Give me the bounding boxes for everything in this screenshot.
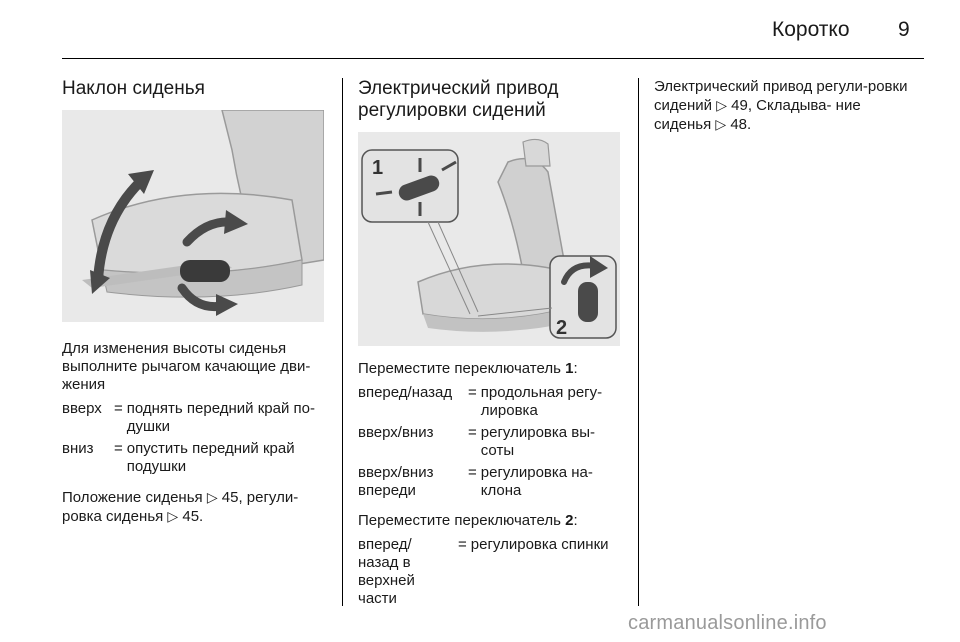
definition-term: вверх [62,400,102,417]
ref-text: 49, Складыва- [726,97,832,114]
column-divider-2 [638,78,639,606]
page-ref-icon[interactable]: ▷ [167,508,179,524]
heading-line: регулировки сидений [358,100,546,121]
definition-row [358,384,624,420]
callout-number-1: 1 [372,157,384,179]
definition-description: продольная регу-лировка [480,384,603,419]
ref-text: 48. [726,116,752,133]
ref-text: 45, регули- [217,489,299,506]
switch-number: 2 [565,512,574,529]
page-ref-icon[interactable]: ▷ [715,116,727,132]
definition-row [62,440,328,476]
definition-row [358,464,624,500]
ref-text: ровка сиденья [62,508,168,525]
definition-description: регулировка вы-соты [480,424,596,459]
switch2-instruction [358,512,624,530]
power-seat-drawing [358,132,620,346]
definition-description: регулировка на-клона [480,464,593,499]
definition-row [62,400,328,436]
watermark: carmanualsonline.info [628,612,827,634]
column-power-seat [358,78,624,612]
callout-number-2: 2 [556,317,568,339]
seat-tilt-definitions [62,400,328,476]
page-ref-icon[interactable]: ▷ [716,97,727,113]
cross-reference-text [654,78,920,134]
switch1-definitions [358,384,624,500]
ref-text: 45. [178,508,204,525]
seat-tilt-drawing [62,110,324,322]
definition-equals: = [468,384,477,401]
ref-text: Электрический привод регули-ровки сидений [654,78,908,114]
definition-term: вниз [62,440,94,457]
definition-term: вперед/назад [358,384,453,401]
instruction-text: Переместите переключатель [358,512,566,529]
definition-row [358,424,624,460]
definition-description: поднять передний край по-душки [126,400,315,435]
definition-row [358,536,624,608]
definition-equals: = [114,400,123,417]
definition-term: вверх/вниз впереди [358,464,434,499]
definition-term: вверх/вниз [358,424,434,441]
page-ref-icon[interactable]: ▷ [206,489,218,505]
seat-tilt-intro: Для изменения высоты сиденья выполните рычагом качающие дви-жения [62,340,311,393]
definition-equals: = [458,536,467,553]
switch2-definitions [358,536,624,608]
seat-tilt-references [62,488,328,526]
column-seat-tilt [62,78,328,526]
section-heading-seat-tilt: Наклон сиденья [62,78,205,99]
definition-term: вперед/ назад в верхней части [358,536,415,607]
section-heading-power-seat [358,78,624,122]
instruction-text: Переместите переключатель [358,360,566,377]
ref-text: Положение сиденья [62,489,207,506]
page-number: 9 [898,18,910,41]
seat-tilt-illustration [62,110,324,322]
column-cross-references [654,78,920,134]
switch-number: 1 [565,360,574,377]
instruction-suffix: : [573,512,578,529]
running-head [0,14,960,50]
switch1-instruction [358,360,624,378]
definition-equals: = [114,440,123,457]
ref-text: ние сиденья [654,97,861,133]
definition-equals: = [468,464,477,481]
power-seat-illustration [358,132,620,346]
heading-line: Электрический привод [358,78,559,99]
instruction-suffix: : [573,360,578,377]
running-head-title: Коротко [772,18,850,41]
definition-equals: = [468,424,477,441]
column-divider-1 [342,78,343,606]
definition-description: регулировка спинки [470,536,609,553]
header-rule [62,58,924,59]
definition-description: опустить передний край подушки [126,440,295,475]
